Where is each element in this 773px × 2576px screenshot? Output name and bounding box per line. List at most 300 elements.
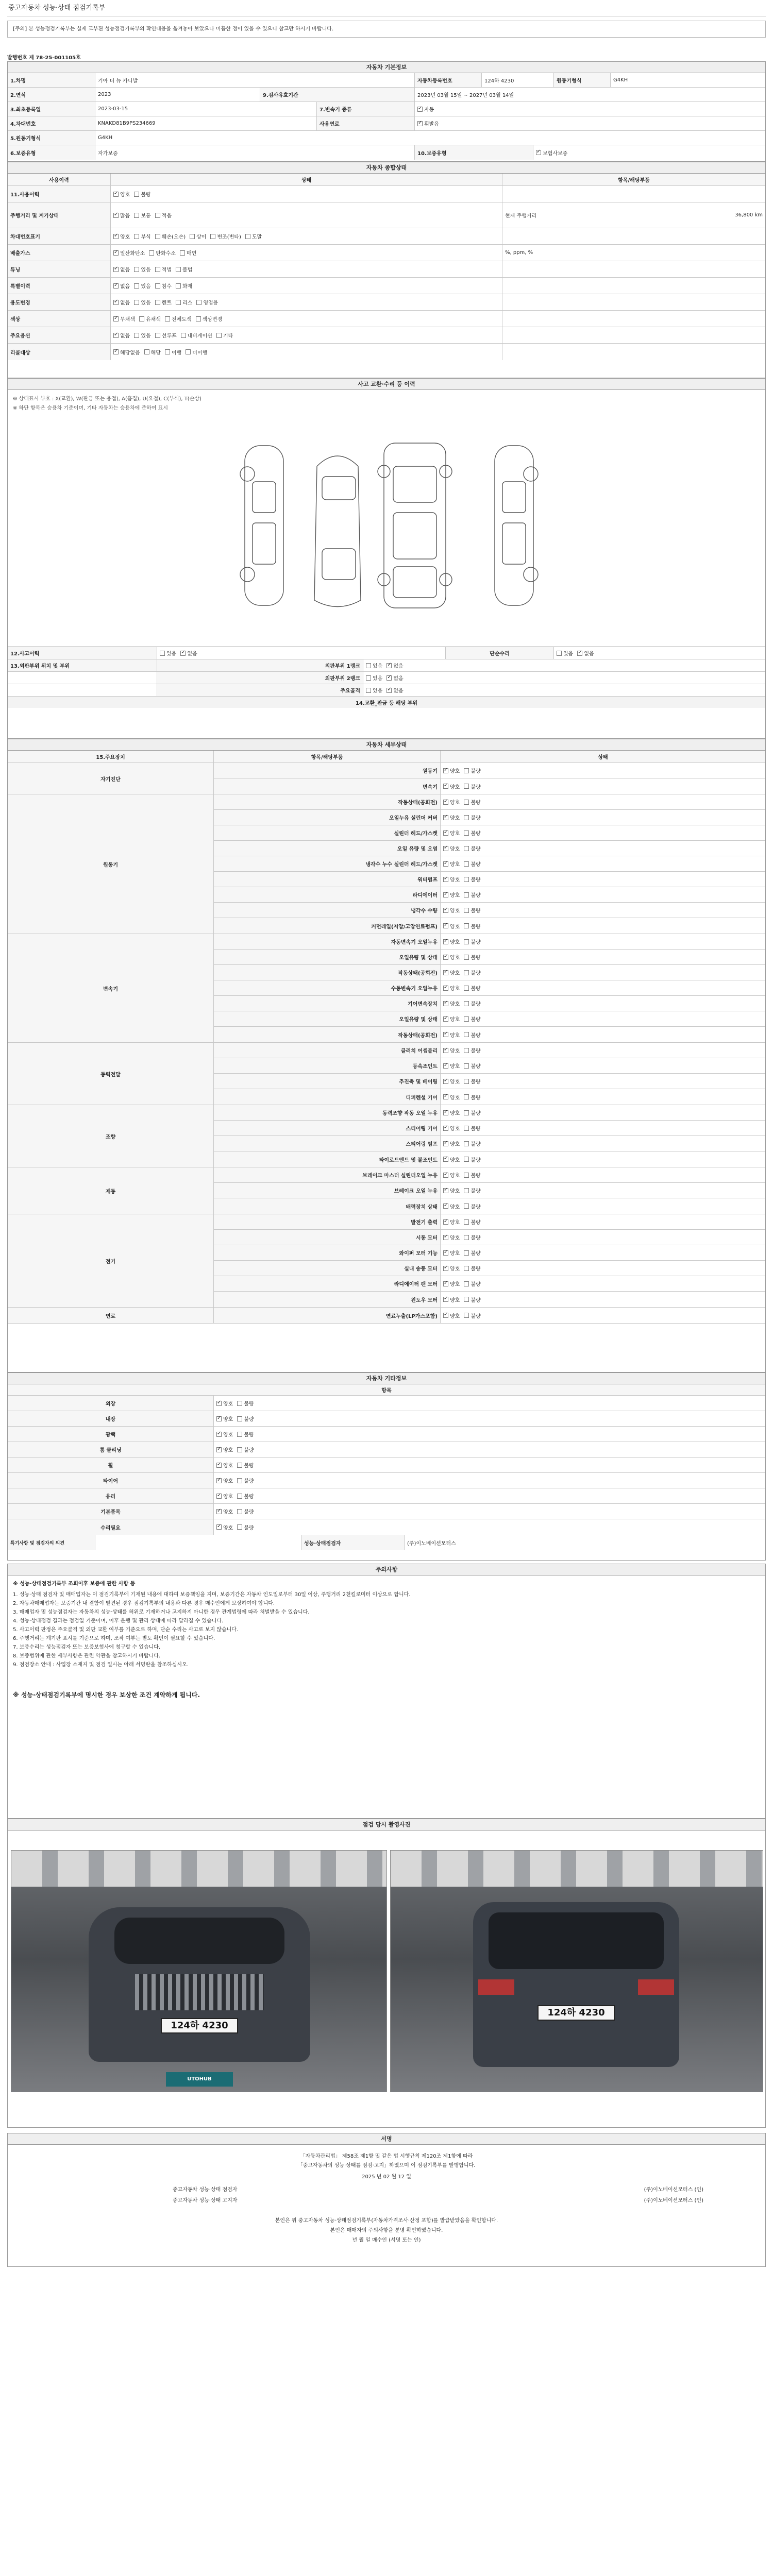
checkbox-icon[interactable]	[443, 955, 448, 960]
checkbox-icon[interactable]	[464, 1157, 469, 1162]
checkbox-option[interactable]	[443, 1156, 460, 1163]
checkbox-icon[interactable]	[464, 1235, 469, 1240]
status-options	[111, 186, 502, 202]
checkbox-option[interactable]	[237, 1507, 254, 1515]
checkbox-icon[interactable]	[216, 1416, 222, 1421]
checkbox-icon[interactable]	[196, 316, 201, 321]
checkbox-icon[interactable]	[190, 234, 195, 239]
checkbox-option[interactable]	[181, 331, 212, 339]
checkbox-option[interactable]	[237, 1523, 254, 1531]
checkbox-icon[interactable]	[134, 192, 139, 197]
checkbox-icon[interactable]	[216, 1447, 222, 1452]
checkbox-option[interactable]	[144, 348, 161, 356]
status-row	[8, 294, 765, 311]
checkbox-icon[interactable]	[245, 234, 250, 239]
checkbox-icon[interactable]	[196, 300, 201, 305]
checkbox-option[interactable]	[443, 953, 460, 961]
checkbox-option[interactable]	[443, 1202, 460, 1210]
checkbox-icon[interactable]	[113, 300, 119, 305]
checkbox-icon[interactable]	[180, 250, 185, 256]
checkbox-icon[interactable]	[134, 267, 139, 272]
checkbox-option[interactable]	[443, 844, 460, 852]
caution-line: 3. 매매업자 및 성능점검자는 자동차의 성능·상태를 허위로 기재하거나 고지하지 아니한 경우 관계법령에 따라 처벌받을 수 있습니다.	[13, 1609, 310, 1615]
checkbox-option[interactable]	[155, 232, 186, 240]
detail-item: 윈도우 모터	[214, 1292, 441, 1307]
checkbox-icon[interactable]	[443, 1016, 448, 1022]
document-title: 중고자동차 성능·상태 점검기록부	[7, 0, 766, 16]
detail-group	[8, 1043, 765, 1105]
checkbox-icon[interactable]	[464, 1001, 469, 1006]
checkbox-icon[interactable]	[443, 908, 448, 913]
checkbox-icon[interactable]	[464, 1126, 469, 1131]
checkbox-icon[interactable]	[237, 1494, 242, 1499]
checkbox-icon[interactable]	[464, 831, 469, 836]
checkbox-option[interactable]	[443, 1140, 460, 1147]
detail-state	[441, 934, 765, 949]
checkbox-icon[interactable]	[464, 1250, 469, 1256]
checkbox-option[interactable]	[216, 331, 233, 339]
option-label: 불량	[470, 1313, 481, 1319]
detail-row	[214, 778, 765, 794]
checkbox-icon[interactable]	[464, 800, 469, 805]
checkbox-option[interactable]	[443, 814, 460, 821]
checkbox-option[interactable]	[165, 315, 192, 323]
checkbox-option[interactable]	[134, 190, 150, 198]
checkbox-icon[interactable]	[113, 267, 119, 272]
checkbox-option[interactable]	[134, 211, 150, 219]
field-label: 10.보증유형	[415, 145, 533, 160]
checkbox-option[interactable]	[464, 860, 480, 868]
checkbox-option[interactable]	[237, 1399, 254, 1407]
checkbox-icon[interactable]	[464, 1266, 469, 1271]
status-extra	[502, 245, 765, 261]
checkbox-icon[interactable]	[443, 831, 448, 836]
option-label: 이행	[171, 350, 182, 356]
checkbox-option[interactable]	[443, 999, 460, 1007]
checkbox-option[interactable]	[113, 298, 130, 306]
checkbox-option[interactable]	[216, 1446, 233, 1453]
checkbox-option[interactable]	[113, 211, 130, 219]
checkbox-option[interactable]	[443, 1233, 460, 1241]
checkbox-icon[interactable]	[464, 1313, 469, 1318]
checkbox-option[interactable]	[237, 1461, 254, 1469]
status-label: 배출가스	[8, 245, 111, 261]
checkbox-icon[interactable]	[464, 1297, 469, 1302]
checkbox-icon[interactable]	[216, 1478, 222, 1483]
checkbox-icon[interactable]	[443, 970, 448, 975]
checkbox-option[interactable]	[216, 1523, 233, 1531]
field-value: 2023-03-15	[95, 102, 317, 116]
checkbox-icon[interactable]	[443, 1297, 448, 1302]
checkbox-icon[interactable]	[443, 986, 448, 991]
checkbox-option[interactable]	[443, 1015, 460, 1023]
checkbox-icon[interactable]	[134, 300, 139, 305]
checkbox-option[interactable]	[216, 1492, 233, 1500]
checkbox-option[interactable]	[443, 1296, 460, 1303]
checkbox-icon[interactable]	[443, 1126, 448, 1131]
checkbox-icon[interactable]	[443, 800, 448, 805]
checkbox-option[interactable]	[237, 1492, 254, 1500]
checkbox-icon[interactable]	[464, 1110, 469, 1115]
checkbox-icon[interactable]	[165, 316, 170, 321]
checkbox-icon[interactable]	[443, 1313, 448, 1318]
checkbox-option[interactable]	[186, 348, 207, 356]
option-label: 영업용	[203, 300, 219, 306]
detail-state	[441, 918, 765, 934]
checkbox-option[interactable]	[165, 348, 181, 356]
checkbox-icon[interactable]	[216, 1432, 222, 1437]
checkbox-option[interactable]	[237, 1430, 254, 1438]
checkbox-icon[interactable]	[464, 861, 469, 867]
checkbox-icon[interactable]	[464, 908, 469, 913]
checkbox-icon[interactable]	[443, 877, 448, 882]
checkbox-option[interactable]	[216, 1415, 233, 1422]
checkbox-icon[interactable]	[176, 283, 181, 289]
checkbox-option[interactable]	[464, 1140, 480, 1147]
checkbox-icon[interactable]	[464, 939, 469, 944]
checkbox-icon[interactable]	[134, 283, 139, 289]
checkbox-icon[interactable]	[464, 955, 469, 960]
checkbox-icon[interactable]	[464, 1173, 469, 1178]
checkbox-option[interactable]	[464, 798, 480, 806]
checkbox-option[interactable]	[113, 190, 130, 198]
checkbox-option[interactable]	[464, 1046, 480, 1054]
detail-state	[441, 1121, 765, 1136]
detail-item: 작동상태(공회전)	[214, 794, 441, 809]
checkbox-option[interactable]	[464, 938, 480, 945]
checkbox-icon[interactable]	[464, 986, 469, 991]
checkbox-icon[interactable]	[464, 1188, 469, 1193]
option-label: 양호	[450, 1297, 460, 1303]
checkbox-option[interactable]	[443, 1218, 460, 1226]
checkbox-icon[interactable]	[210, 234, 215, 239]
checkbox-option[interactable]	[443, 767, 460, 774]
option-label: 불량	[470, 924, 481, 930]
checkbox-icon[interactable]	[443, 1141, 448, 1146]
checkbox-icon[interactable]	[464, 784, 469, 789]
checkbox-option[interactable]	[464, 767, 480, 774]
checkbox-option[interactable]	[113, 348, 140, 356]
checkbox-icon[interactable]	[216, 1524, 222, 1530]
option-label: 불량	[470, 1189, 481, 1194]
checkbox-option[interactable]	[464, 1312, 480, 1319]
checkbox-icon[interactable]	[155, 300, 160, 305]
checkbox-icon[interactable]	[443, 1188, 448, 1193]
checkbox-icon[interactable]	[464, 1016, 469, 1022]
checkbox-option[interactable]	[464, 1187, 480, 1194]
checkbox-option[interactable]	[176, 298, 192, 306]
checkbox-icon[interactable]	[155, 213, 160, 218]
option-label: 전체도색	[171, 317, 192, 323]
checkbox-option[interactable]	[237, 1477, 254, 1484]
checkbox-option[interactable]	[464, 1218, 480, 1226]
checkbox-icon[interactable]	[464, 768, 469, 773]
checkbox-icon[interactable]	[176, 267, 181, 272]
checkbox-icon[interactable]	[443, 1235, 448, 1240]
checkbox-icon[interactable]	[443, 1079, 448, 1084]
checkbox-icon[interactable]	[176, 300, 181, 305]
checkbox-icon[interactable]	[216, 1401, 222, 1406]
checkbox-option[interactable]	[464, 984, 480, 992]
checkbox-icon[interactable]	[155, 234, 160, 239]
checkbox-option[interactable]	[237, 1415, 254, 1422]
checkbox-option[interactable]	[113, 331, 130, 339]
checkbox-option[interactable]	[464, 1093, 480, 1101]
checkbox-icon[interactable]	[464, 892, 469, 897]
checkbox-icon[interactable]	[186, 349, 191, 354]
checkbox-icon[interactable]	[464, 1219, 469, 1225]
checkbox-option[interactable]	[443, 938, 460, 945]
checkbox-icon[interactable]	[237, 1524, 242, 1530]
checkbox-option[interactable]	[464, 1233, 480, 1241]
checkbox-icon[interactable]	[155, 283, 160, 289]
status-extra	[502, 327, 765, 343]
checkbox-icon[interactable]	[443, 1157, 448, 1162]
checkbox-option[interactable]	[155, 282, 172, 290]
checkbox-option[interactable]	[464, 1124, 480, 1132]
checkbox-icon[interactable]	[113, 213, 119, 218]
group-label: 자기진단	[8, 763, 214, 794]
checkbox-icon[interactable]	[464, 1204, 469, 1209]
checkbox-option[interactable]	[237, 1446, 254, 1453]
checkbox-option[interactable]	[196, 298, 218, 306]
checkbox-icon[interactable]	[464, 1079, 469, 1084]
checkbox-icon[interactable]	[443, 861, 448, 867]
checkbox-option[interactable]	[443, 891, 460, 899]
checkbox-option[interactable]	[464, 1062, 480, 1070]
checkbox-icon[interactable]	[237, 1463, 242, 1468]
checkbox-option[interactable]	[443, 922, 460, 930]
checkbox-option[interactable]	[464, 1077, 480, 1085]
checkbox-icon[interactable]	[237, 1416, 242, 1421]
checkbox-option[interactable]	[464, 1109, 480, 1116]
checkbox-option[interactable]	[155, 298, 172, 306]
checkbox-option[interactable]	[216, 1430, 233, 1438]
checkbox-icon[interactable]	[464, 846, 469, 851]
option-label: 불량	[244, 1463, 254, 1469]
checkbox-icon[interactable]	[443, 892, 448, 897]
checkbox-option[interactable]	[134, 282, 150, 290]
group-label: 변속기	[8, 934, 214, 1042]
checkbox-icon[interactable]	[216, 1494, 222, 1499]
checkbox-option[interactable]	[443, 1124, 460, 1132]
checkbox-icon[interactable]	[113, 316, 119, 321]
checkbox-option[interactable]	[464, 969, 480, 976]
checkbox-option[interactable]	[464, 844, 480, 852]
checkbox-option[interactable]	[155, 265, 172, 273]
checkbox-icon[interactable]	[443, 939, 448, 944]
checkbox-icon[interactable]	[443, 1173, 448, 1178]
checkbox-option[interactable]	[443, 969, 460, 976]
checkbox-option[interactable]	[113, 265, 130, 273]
checkbox-icon[interactable]	[113, 349, 119, 354]
checkbox-icon[interactable]	[113, 333, 119, 338]
checkbox-option[interactable]	[464, 783, 480, 790]
checkbox-icon[interactable]	[443, 768, 448, 773]
checkbox-option[interactable]	[210, 232, 241, 240]
checkbox-icon[interactable]	[165, 349, 170, 354]
field-label: 자동차등록번호	[415, 73, 482, 87]
checkbox-icon[interactable]	[464, 970, 469, 975]
checkbox-icon[interactable]	[443, 923, 448, 928]
checkbox-option[interactable]	[155, 211, 172, 219]
checkbox-icon[interactable]	[443, 784, 448, 789]
checkbox-option[interactable]	[134, 298, 150, 306]
checkbox-option[interactable]	[464, 1156, 480, 1163]
checkbox-option[interactable]	[149, 249, 176, 257]
checkbox-option[interactable]	[443, 875, 460, 883]
checkbox-option[interactable]	[464, 875, 480, 883]
checkbox-option[interactable]	[196, 315, 223, 323]
checkbox-icon[interactable]	[443, 1032, 448, 1037]
checkbox-icon[interactable]	[443, 1110, 448, 1115]
checkbox-option[interactable]	[180, 249, 196, 257]
checkbox-option[interactable]	[464, 814, 480, 821]
status-extra	[502, 186, 765, 202]
checkbox-icon[interactable]	[464, 1063, 469, 1069]
checkbox-icon[interactable]	[144, 349, 149, 354]
checkbox-option[interactable]	[464, 922, 480, 930]
checkbox-option[interactable]	[443, 798, 460, 806]
checkbox-icon[interactable]	[443, 1063, 448, 1069]
checkbox-icon[interactable]	[237, 1478, 242, 1483]
checkbox-icon[interactable]	[237, 1447, 242, 1452]
checkbox-option[interactable]	[176, 282, 192, 290]
checkbox-option[interactable]	[464, 1249, 480, 1257]
checkbox-icon[interactable]	[464, 815, 469, 820]
checkbox-icon[interactable]	[113, 250, 119, 256]
checkbox-option[interactable]	[443, 1171, 460, 1179]
checkbox-icon[interactable]	[216, 333, 222, 338]
checkbox-icon[interactable]	[134, 333, 139, 338]
checkbox-icon[interactable]	[443, 1266, 448, 1271]
checkbox-icon[interactable]	[443, 1281, 448, 1286]
checkbox-icon[interactable]	[134, 213, 139, 218]
checkbox-option[interactable]	[443, 984, 460, 992]
option-label: 양호	[450, 1064, 460, 1070]
checkbox-icon[interactable]	[113, 192, 119, 197]
checkbox-option[interactable]	[216, 1399, 233, 1407]
option-label: 양호	[450, 1002, 460, 1007]
checkbox-icon[interactable]	[464, 1048, 469, 1053]
checkbox-icon[interactable]	[464, 877, 469, 882]
checkbox-option[interactable]	[139, 315, 161, 323]
detail-item: 냉각수 수량	[214, 903, 441, 918]
checkbox-option[interactable]	[443, 1093, 460, 1101]
checkbox-icon[interactable]	[149, 250, 154, 256]
checkbox-icon[interactable]	[464, 923, 469, 928]
checkbox-option[interactable]	[464, 906, 480, 914]
checkbox-icon[interactable]	[464, 1094, 469, 1099]
basic-row	[8, 116, 765, 131]
checkbox-option[interactable]	[113, 315, 135, 323]
checkbox-icon[interactable]	[443, 1048, 448, 1053]
checkbox-option[interactable]	[134, 232, 150, 240]
checkbox-option[interactable]	[464, 829, 480, 837]
checkbox-option[interactable]	[245, 232, 262, 240]
checkbox-option[interactable]	[443, 1280, 460, 1287]
checkbox-icon[interactable]	[443, 1001, 448, 1006]
checkbox-option[interactable]	[443, 1062, 460, 1070]
checkbox-option[interactable]	[464, 1280, 480, 1287]
checkbox-icon[interactable]	[443, 1250, 448, 1256]
document	[7, 0, 766, 2576]
checkbox-icon[interactable]	[443, 1204, 448, 1209]
status-options	[111, 202, 502, 228]
basic-row	[8, 88, 765, 102]
checkbox-option[interactable]	[134, 265, 150, 273]
option-label: 불량	[470, 908, 481, 914]
checkbox-option[interactable]	[464, 1296, 480, 1303]
checkbox-option[interactable]	[443, 1312, 460, 1319]
checkbox-icon[interactable]	[237, 1401, 242, 1406]
checkbox-icon[interactable]	[443, 815, 448, 820]
checkbox-option[interactable]	[113, 282, 130, 290]
option-label: 불량	[470, 831, 481, 837]
checkbox-option[interactable]	[443, 1264, 460, 1272]
checkbox-option[interactable]	[443, 906, 460, 914]
checkbox-icon[interactable]	[464, 1032, 469, 1037]
checkbox-icon[interactable]	[181, 333, 186, 338]
checkbox-option[interactable]	[113, 232, 130, 240]
checkbox-option[interactable]	[464, 1031, 480, 1039]
option-label: 양호	[450, 1251, 460, 1257]
checkbox-option[interactable]	[443, 1249, 460, 1257]
checkbox-icon[interactable]	[155, 333, 160, 338]
checkbox-option[interactable]	[443, 783, 460, 790]
checkbox-icon[interactable]	[237, 1509, 242, 1514]
checkbox-option[interactable]	[464, 953, 480, 961]
checkbox-option[interactable]	[443, 1077, 460, 1085]
checkbox-option[interactable]	[464, 1171, 480, 1179]
checkbox-option[interactable]	[443, 1187, 460, 1194]
checkbox-icon[interactable]	[464, 1141, 469, 1146]
checkbox-icon[interactable]	[443, 846, 448, 851]
checkbox-icon[interactable]	[134, 234, 139, 239]
checkbox-icon[interactable]	[113, 283, 119, 289]
checkbox-icon[interactable]	[443, 1094, 448, 1099]
checkbox-icon[interactable]	[216, 1463, 222, 1468]
checkbox-icon[interactable]	[139, 316, 144, 321]
checkbox-option[interactable]	[443, 1109, 460, 1116]
checkbox-option[interactable]	[443, 860, 460, 868]
checkbox-icon[interactable]	[155, 267, 160, 272]
checkbox-icon[interactable]	[443, 1219, 448, 1225]
checkbox-option[interactable]	[176, 265, 192, 273]
checkbox-option[interactable]	[155, 331, 177, 339]
checkbox-option[interactable]	[113, 249, 145, 257]
checkbox-option[interactable]	[216, 1507, 233, 1515]
checkbox-option[interactable]	[464, 1202, 480, 1210]
checkbox-option[interactable]	[443, 1046, 460, 1054]
checkbox-icon[interactable]	[464, 1281, 469, 1286]
checkbox-icon[interactable]	[237, 1432, 242, 1437]
group-items	[214, 1167, 765, 1214]
checkbox-option[interactable]	[190, 232, 206, 240]
checkbox-option[interactable]	[216, 1461, 233, 1469]
checkbox-option[interactable]	[464, 999, 480, 1007]
checkbox-option[interactable]	[134, 331, 150, 339]
checkbox-icon[interactable]	[113, 234, 119, 239]
checkbox-option[interactable]	[464, 1015, 480, 1023]
checkbox-icon[interactable]	[216, 1509, 222, 1514]
checkbox-option[interactable]	[216, 1477, 233, 1484]
detail-item: 배력장치 상태	[214, 1198, 441, 1214]
checkbox-option[interactable]	[443, 1031, 460, 1039]
checkbox-option[interactable]	[464, 891, 480, 899]
checkbox-option[interactable]	[464, 1264, 480, 1272]
checkbox-option[interactable]	[443, 829, 460, 837]
